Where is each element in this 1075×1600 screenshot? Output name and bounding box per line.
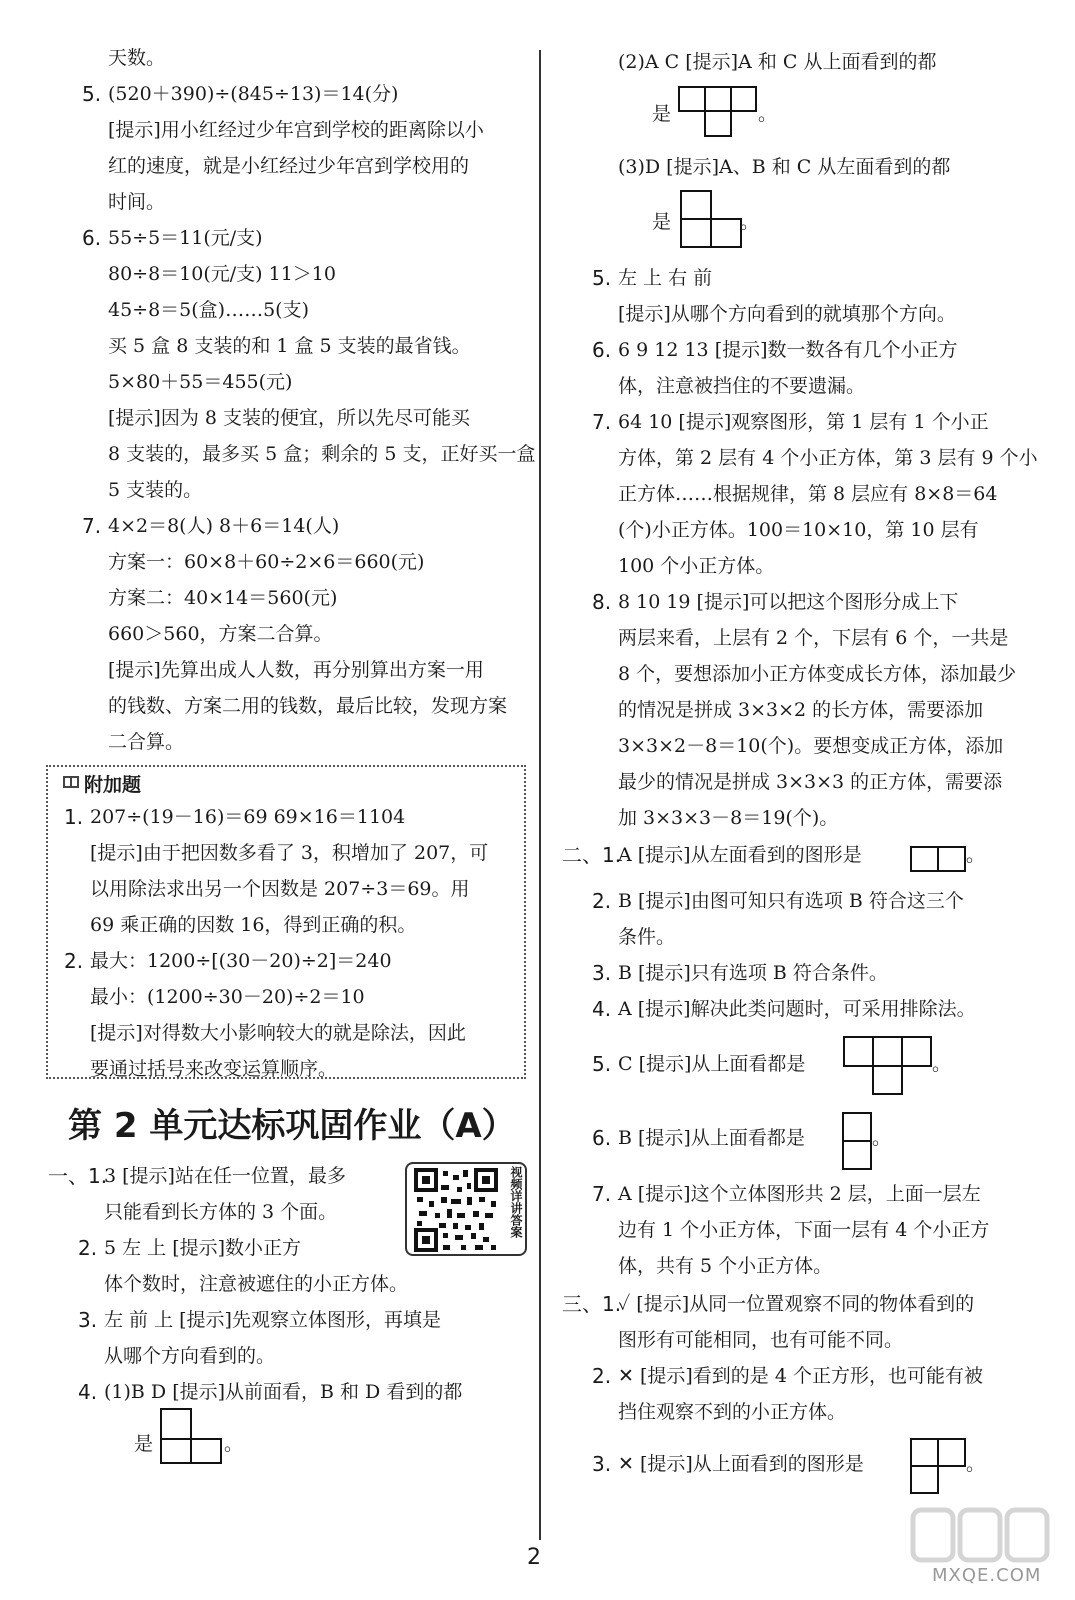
left-answer-number: 6. (82, 226, 102, 250)
right-answer-line: ✕ [提示]从上面看到的图形是 (618, 1453, 864, 1475)
right-answer-line: 6 9 12 13 [提示]数一数各有几个小正方 (618, 339, 958, 361)
right-answer-line: 64 10 [提示]观察图形，第 1 层有 1 个小正 (618, 411, 989, 433)
extra-answer-number: 1. (64, 805, 84, 829)
left-answer-line: [提示]用小红经过少年宫到学校的距离除以小 (108, 119, 484, 141)
unit2-answer-line: 5 左 上 [提示]数小正方 (104, 1237, 302, 1259)
extra-answer-number: 2. (64, 949, 84, 973)
extra-answer-line: 69 乘正确的因数 16，得到正确的积。 (90, 914, 417, 936)
right-answer-number: 7. (592, 1182, 612, 1206)
page-number: 2 (527, 1545, 541, 1570)
extra-answer-line: 207÷(19－16)＝69 69×16＝1104 (90, 806, 406, 828)
unit2-answer-number: 4. (78, 1380, 98, 1404)
right-answer-line: 边有 1 个小正方体，下面一层有 4 个小正方 (618, 1219, 990, 1241)
left-answer-line: [提示]先算出成人人数，再分别算出方案一用 (108, 659, 484, 681)
right-answer-number: 2. (592, 889, 612, 913)
right-answer-number: 3. (592, 961, 612, 985)
left-answer-line: 方案二：40×14＝560(元) (108, 587, 338, 609)
right-answer-line: 体，注意被挡住的不要遗漏。 (618, 375, 866, 397)
section-title: 第 2 单元达标巩固作业（A） (68, 1106, 516, 1146)
right-answer-line: 方体，第 2 层有 4 个小正方体，第 3 层有 9 个小 (618, 447, 1038, 469)
unit2-answer-number: 3. (78, 1308, 98, 1332)
unit2-answer-line: 只能看到长方体的 3 个面。 (104, 1201, 338, 1223)
right-answer-number: 三、1. (562, 1292, 622, 1316)
unit2-answer-line: 是 (134, 1433, 154, 1455)
right-answer-line: 图形有可能相同，也有可能不同。 (618, 1329, 904, 1351)
column-divider (539, 50, 541, 1540)
extra-answer-line: 要通过括号来改变运算顺序。 (90, 1058, 338, 1080)
left-answer-line: 45÷8＝5(盒)……5(支) (108, 299, 310, 321)
right-answer-line: B [提示]只有选项 B 符合条件。 (618, 962, 888, 984)
right-answer-line: 挡住观察不到的小正方体。 (618, 1401, 847, 1423)
period-mark: 。 (932, 1053, 952, 1075)
right-answer-number: 5. (592, 1052, 612, 1076)
book-icon (62, 774, 80, 790)
unit2-answer-line: (1)B D [提示]从前面看，B 和 D 看到的都 (104, 1381, 463, 1403)
left-answer-line: 二合算。 (108, 731, 185, 753)
unit2-answer-line: 3 [提示]站在任一位置，最多 (104, 1165, 346, 1187)
right-answer-line: A [提示]这个立体图形共 2 层，上面一层左 (618, 1183, 981, 1205)
qr-caption: 视频详讲答案 (509, 1166, 523, 1238)
right-answer-line: (3)D [提示]A、B 和 C 从左面看到的都 (618, 156, 951, 178)
left-answer-line: 时间。 (108, 191, 166, 213)
left-answer-number: 5. (82, 82, 102, 106)
left-answer-line: 方案一：60×8＋60÷2×6＝660(元) (108, 551, 425, 573)
left-answer-line: 买 5 盒 8 支装的和 1 盒 5 支装的最省钱。 (108, 335, 471, 357)
right-answer-number: 6. (592, 338, 612, 362)
figure-top-view-2-6 (842, 1112, 872, 1170)
left-answer-line: 5×80＋55＝455(元) (108, 371, 293, 393)
period-mark: 。 (224, 1433, 244, 1455)
unit2-answer-number: 2. (78, 1236, 98, 1260)
left-answer-line: 660＞560，方案二合算。 (108, 623, 333, 645)
right-answer-number: 3. (592, 1452, 612, 1476)
left-answer-number: 7. (82, 514, 102, 538)
right-answer-number: 7. (592, 410, 612, 434)
extra-questions-title: 附加题 (84, 774, 142, 796)
left-answer-line: 的钱数、方案二用的钱数，最后比较，发现方案 (108, 695, 508, 717)
watermark-text: MXQE.COM (932, 1565, 1042, 1586)
right-answer-line: 3×3×2－8＝10(个)。要想变成正方体，添加 (618, 735, 1004, 757)
right-answer-number: 2. (592, 1364, 612, 1388)
period-mark: 。 (872, 1127, 892, 1149)
qr-code-icon (413, 1167, 499, 1253)
extra-answer-line: 以用除法求出另一个因数是 207÷3＝69。用 (90, 878, 470, 900)
right-answer-number: 8. (592, 590, 612, 614)
right-answer-line: 的情况是拼成 3×3×2 的长方体，需要添加 (618, 699, 984, 721)
unit2-answer-line: 体个数时，注意被遮住的小正方体。 (104, 1273, 409, 1295)
right-answer-line: 是 (652, 103, 672, 125)
right-answer-line: 体，共有 5 个小正方体。 (618, 1255, 833, 1277)
right-answer-number: 5. (592, 266, 612, 290)
unit2-answer-line: 左 前 上 [提示]先观察立体图形，再填是 (104, 1309, 441, 1331)
right-answer-number: 6. (592, 1126, 612, 1150)
right-answer-line: A [提示]解决此类问题时，可采用排除法。 (618, 998, 976, 1020)
right-answer-line: ✓ [提示]从同一位置观察不同的物体看到的 (618, 1293, 975, 1315)
period-mark: 。 (758, 103, 778, 125)
right-answer-line: A [提示]从左面看到的图形是 (618, 844, 862, 866)
extra-answer-line: [提示]由于把因数多看了 3，积增加了 207，可 (90, 842, 489, 864)
left-answer-line: 5 支装的。 (108, 479, 203, 501)
right-answer-line: B [提示]由图可知只有选项 B 符合这三个 (618, 890, 964, 912)
extra-answer-line: 最大：1200÷[(30－20)÷2]＝240 (90, 950, 392, 972)
right-answer-line: B [提示]从上面看都是 (618, 1127, 805, 1149)
right-answer-line: [提示]从哪个方向看到的就填那个方向。 (618, 303, 956, 325)
figure-top-view-3-3 (910, 1438, 966, 1494)
right-answer-line: (2)A C [提示]A 和 C 从上面看到的都 (618, 51, 937, 73)
right-answer-line: 8 10 19 [提示]可以把这个图形分成上下 (618, 591, 959, 613)
left-answer-line: 8 支装的，最多买 5 盒；剩余的 5 支，正好买一盒 (108, 443, 536, 465)
period-mark: 。 (966, 844, 986, 866)
right-answer-line: 加 3×3×3－8＝19(个)。 (618, 807, 839, 829)
right-answer-line: 是 (652, 211, 672, 233)
right-answer-line: C [提示]从上面看都是 (618, 1053, 806, 1075)
figure-top-view-2-5 (843, 1036, 933, 1096)
extra-answer-line: 最小：(1200÷30－20)÷2＝10 (90, 986, 365, 1008)
left-answer-line: [提示]因为 8 支装的便宜，所以先尽可能买 (108, 407, 470, 429)
right-answer-number: 二、1. (562, 843, 622, 867)
left-answer-line: 天数。 (108, 47, 166, 69)
right-answer-line: 正方体……根据规律，第 8 层应有 8×8＝64 (618, 483, 998, 505)
figure-front-view-1-4-1 (160, 1408, 224, 1464)
figure-left-view-2-1 (910, 846, 966, 872)
left-answer-line: 55÷5＝11(元/支) (108, 227, 263, 249)
unit2-answer-number: 一、1. (48, 1164, 108, 1188)
right-answer-line: 8 个，要想添加小正方体变成长方体，添加最少 (618, 663, 1017, 685)
figure-left-view-1-4-3 (680, 190, 742, 248)
right-answer-line: 最少的情况是拼成 3×3×3 的正方体，需要添 (618, 771, 1003, 793)
right-answer-line: 100 个小正方体。 (618, 555, 775, 577)
right-answer-line: (个)小正方体。100＝10×10，第 10 层有 (618, 519, 979, 541)
unit2-answer-line: 从哪个方向看到的。 (104, 1345, 276, 1367)
period-mark: 。 (740, 211, 760, 233)
period-mark: 。 (966, 1453, 986, 1475)
right-answer-line: ✕ [提示]看到的是 4 个正方形，也可能有被 (618, 1365, 983, 1387)
left-answer-line: 4×2＝8(人) 8＋6＝14(人) (108, 515, 340, 537)
left-answer-line: (520＋390)÷(845÷13)＝14(分) (108, 83, 399, 105)
left-answer-line: 80÷8＝10(元/支) 11＞10 (108, 263, 336, 285)
right-answer-line: 条件。 (618, 926, 676, 948)
extra-answer-line: [提示]对得数大小影响较大的就是除法，因此 (90, 1022, 466, 1044)
figure-top-view-1-4-2 (678, 86, 758, 138)
left-answer-line: 红的速度，就是小红经过少年宫到学校用的 (108, 155, 470, 177)
right-answer-number: 4. (592, 997, 612, 1021)
right-answer-line: 左 上 右 前 (618, 267, 713, 289)
right-answer-line: 两层来看，上层有 2 个，下层有 6 个，一共是 (618, 627, 1009, 649)
